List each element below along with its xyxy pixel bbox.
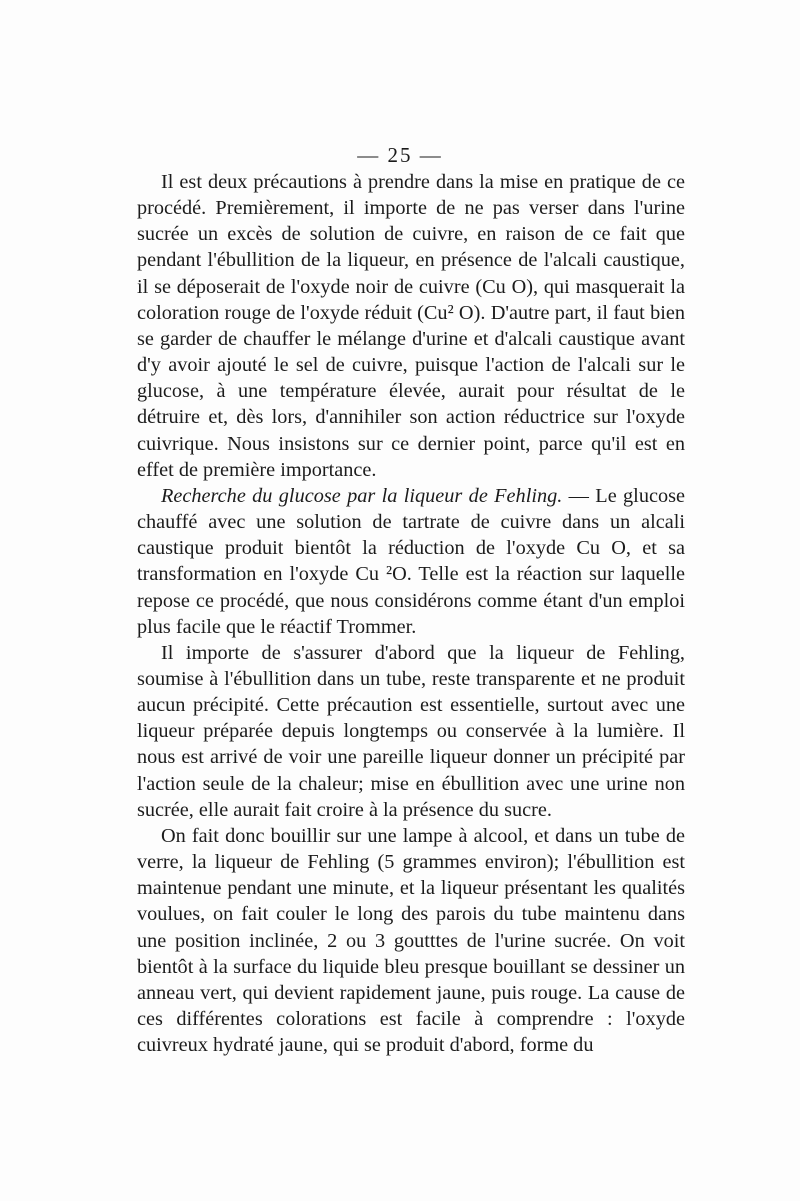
body-text — [137, 169, 685, 1058]
section-heading: Recherche du glucose par la liqueur de Fehling. — [161, 484, 563, 507]
paragraph-1: Il est deux précautions à prendre dans la mise en pratique de ce procédé. Premièrement, il importe de ne pas verser dans l'urine sucrée un excès de solution de cuivre, en raison de ce fait que pendant l'ébullition de la liqueur, en présence de l'alcali caustique, il se déposerait de l'oxyde noir de cuivre (Cu O), qui masquerait la coloration rouge de l'oxyde réduit (Cu² O). D'autre part, il faut bien se garder de chauffer le mélange d'urine et d'alcali caustique avant d'y avoir ajouté le sel de cuivre, puisque l'action de l'alcali sur le glucose, à une température élevée, aurait pour résultat de le détruire et, dès lors, d'annihiler son action réductrice sur l'oxyde cuivrique. Nous insistons sur ce dernier point, parce qu'il est en effet de première importance. — [137, 171, 685, 481]
paragraph-2-text: — Le glucose chauffé avec une solution de tartrate de cuivre dans un alcali caustique produit bientôt la réduction de l'oxyde Cu O, et sa transformation en l'oxyde Cu ²O. Telle est la réaction sur laquelle repose ce procédé, que nous considérons comme étant d'un emploi plus facile que le réactif Trommer. — [137, 484, 685, 638]
paragraph-2 — [137, 483, 685, 640]
paragraph-3: Il importe de s'assurer d'abord que la liqueur de Fehling, soumise à l'ébullition dans un tube, reste transparente et ne produit aucun précipité. Cette précaution est essentielle, surtout avec une liqueur préparée depuis longtemps ou conservée à la lumière. Il nous est arrivé de voir une pareille liqueur donner un précipité par l'action seule de la chaleur; mise en ébullition avec une urine non sucrée, elle aurait fait croire à la présence du sucre. — [137, 641, 685, 821]
paragraph-4: On fait donc bouillir sur une lampe à alcool, et dans un tube de verre, la liqueur de Fehling (5 grammes environ); l'ébullition est maintenue pendant une minute, et la liqueur présentant les qualités voulues, on fait couler le long des parois du tube maintenu dans une position inclinée, 2 ou 3 goutttes de l'urine sucrée. On voit bientôt à la surface du liquide bleu presque bouillant se dessiner un anneau vert, qui devient rapidement jaune, puis rouge. La cause de ces différentes colorations est facile à comprendre : l'oxyde cuivreux hydraté jaune, qui se produit d'abord, forme du — [137, 824, 685, 1057]
page-number: — 25 — — [357, 143, 443, 167]
